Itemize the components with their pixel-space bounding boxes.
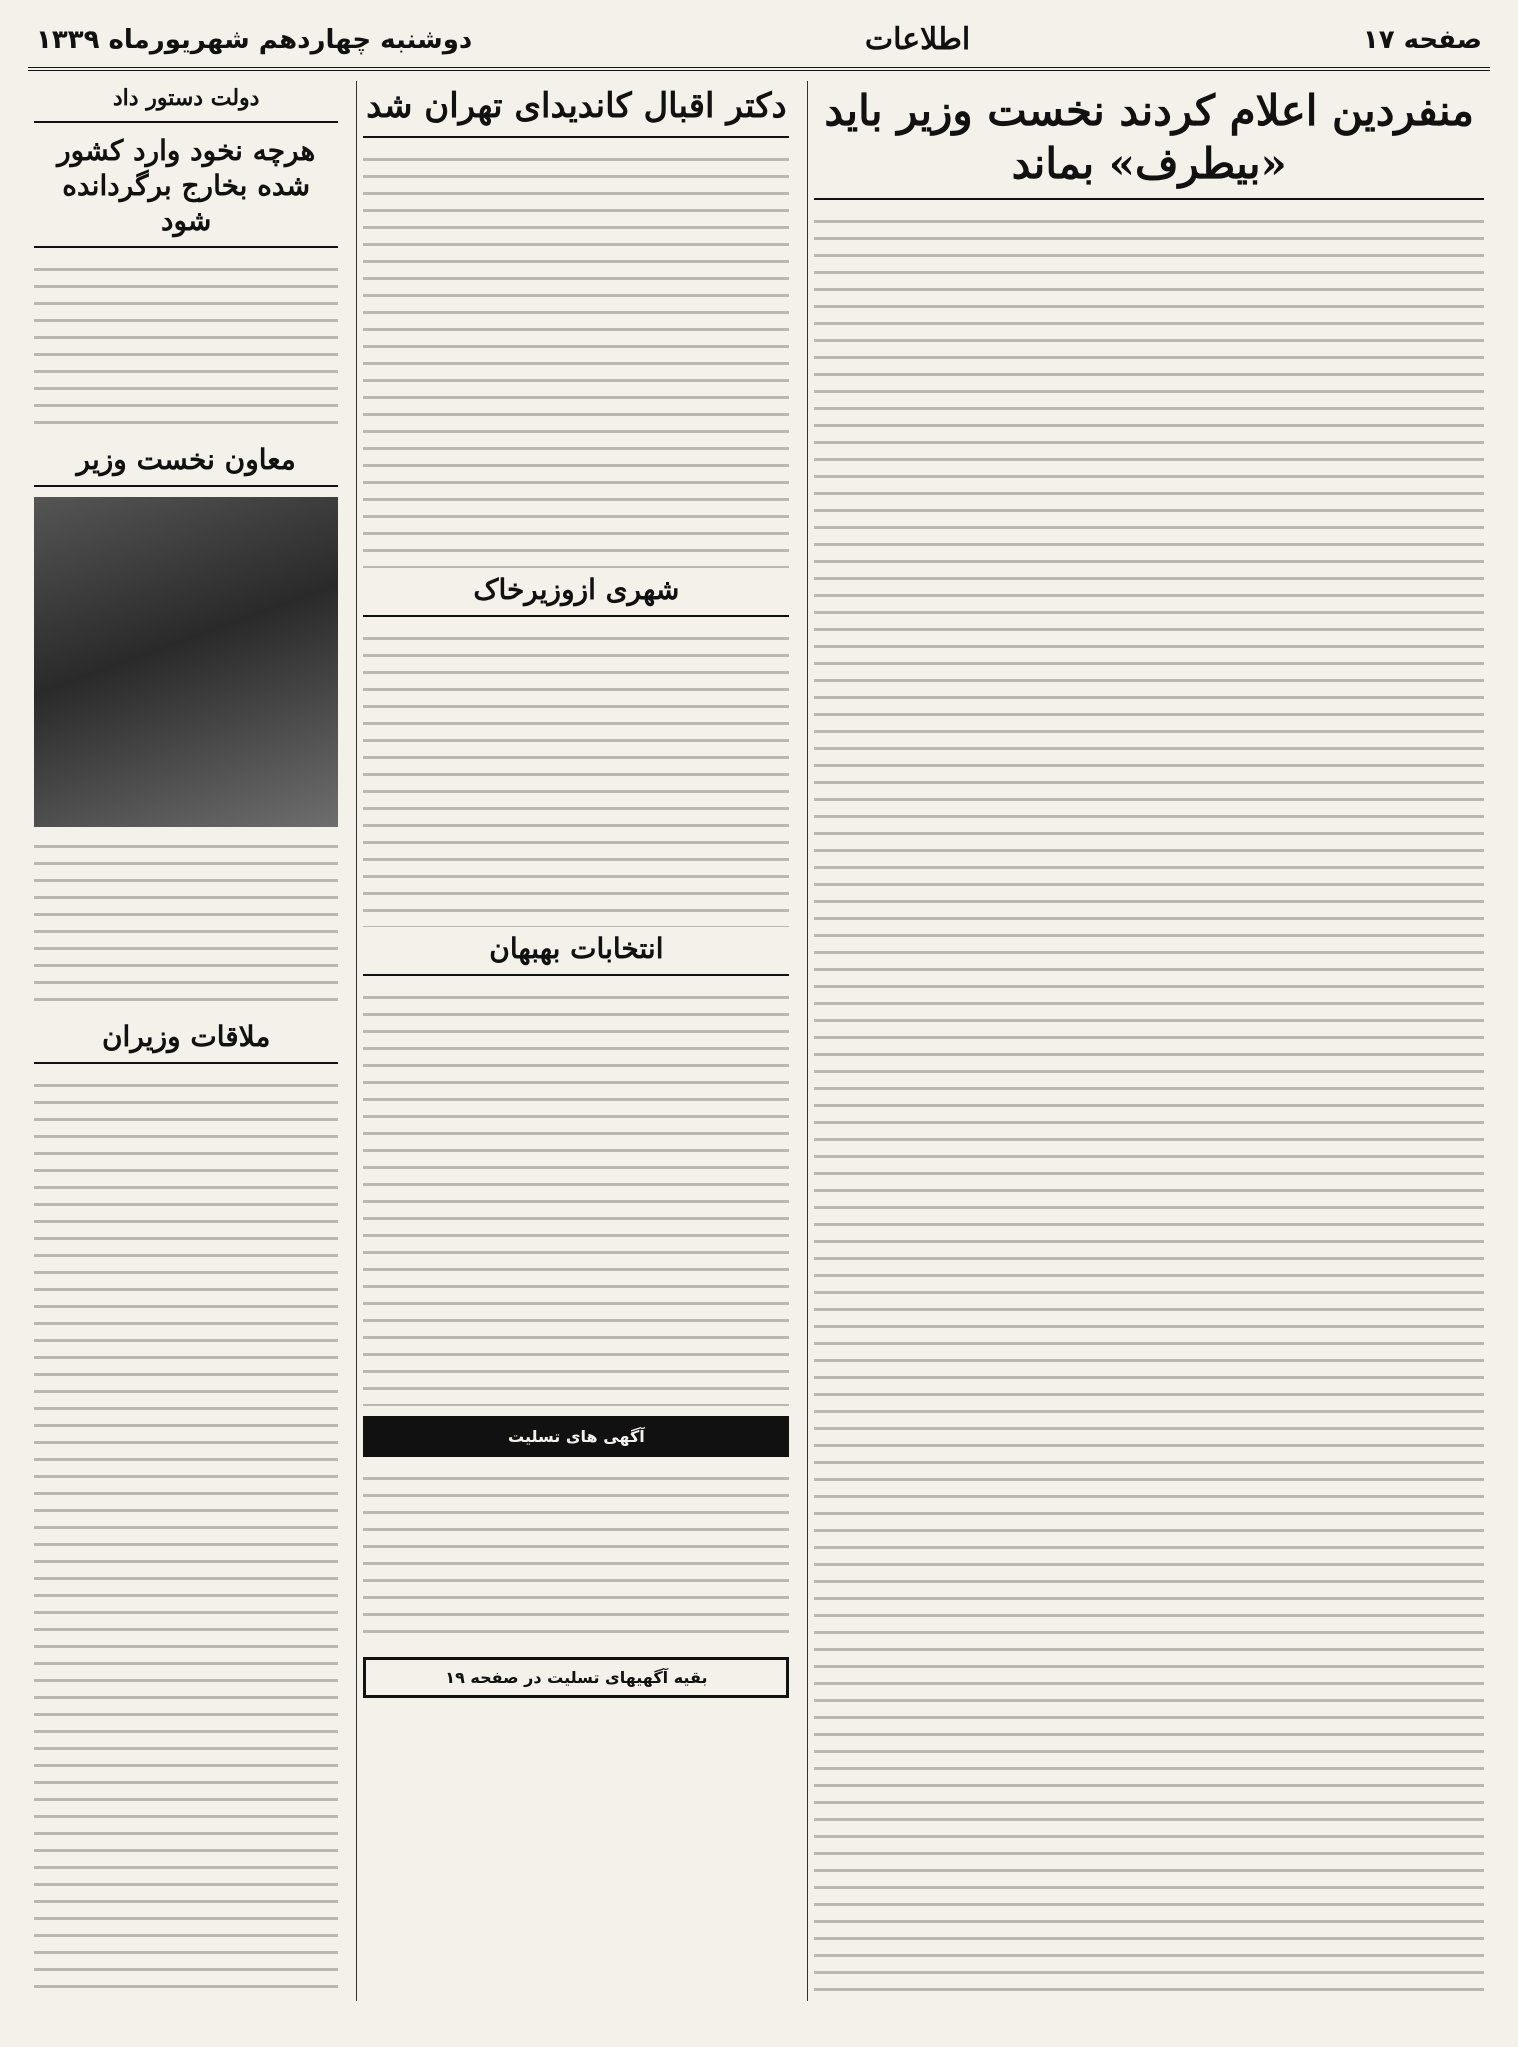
headline-decree: دولت دستور داد (34, 85, 338, 123)
article-body (363, 986, 789, 1406)
condolence-ads-banner: آگهی های تسلیت (363, 1416, 789, 1457)
ad-body (363, 1467, 789, 1647)
article-body (363, 148, 789, 568)
section-deputy-pm: معاون نخست وزیر (34, 442, 338, 487)
column-group-2 (356, 81, 795, 2001)
subhead-1: شهری ازوزیرخاک (363, 572, 789, 617)
condolence-ads-continued: بقیه آگهیهای تسلیت در صفحه ۱۹ (363, 1657, 789, 1698)
date-line: دوشنبه چهاردهم شهریورماه ۱۳۳۹ (36, 24, 473, 55)
subhead-2: انتخابات بهبهان (363, 931, 789, 976)
article-body (814, 210, 1484, 2001)
article-body (34, 258, 338, 438)
article-body (34, 835, 338, 1015)
headline-iqbal: دکتر اقبال کاندیدای تهران شد (363, 85, 789, 138)
article-body (34, 1074, 338, 2002)
portrait-photo (34, 497, 338, 827)
headline-chickpeas: هرچه نخود وارد کشور شده بخارج برگردانده شود (34, 133, 338, 248)
columns-grid (28, 81, 1490, 2001)
paper-name: اطلاعات (864, 22, 971, 57)
page-number: صفحه ۱۷ (1362, 24, 1482, 55)
masthead (28, 18, 1490, 71)
main-headline: منفردین اعلام کردند نخست وزیر باید «بیطرف» بماند (814, 85, 1484, 200)
section-ministers-meetings: ملاقات وزیران (34, 1019, 338, 1064)
article-body (363, 627, 789, 927)
column-group-1 (807, 81, 1490, 2001)
column-group-3 (28, 81, 344, 2001)
